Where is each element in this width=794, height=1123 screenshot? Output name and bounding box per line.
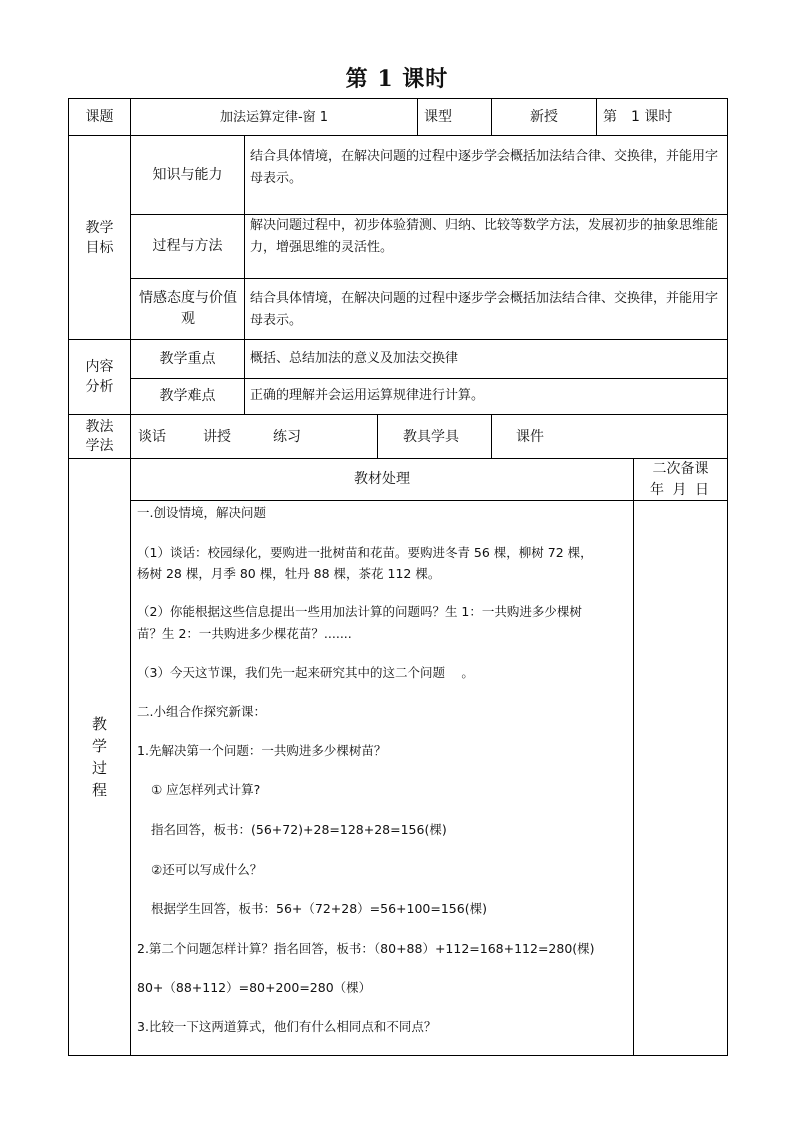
objective-text-knowledge: 结合具体情境，在解决问题的过程中逐步学会概括加法结合律、交换律，并能用字母表示。 [250, 149, 719, 186]
type-label: 课型 [424, 109, 452, 125]
objective-name-knowledge: 知识与能力 [152, 166, 223, 183]
date-header: 年 月 日 [650, 481, 711, 498]
tools-label: 教具学具 [403, 429, 459, 445]
objective-name-process: 过程与方法 [152, 238, 223, 254]
objective-text-attitude: 结合具体情境，在解决问题的过程中逐步学会概括加法结合律、交换律，并能用字母表示。 [250, 291, 719, 328]
process-line: ②还可以写成什么？ [151, 862, 263, 877]
process-line: 杨树 28 棵，月季 80 棵，牡丹 88 棵，茶花 112 棵。 [137, 566, 441, 581]
objective-text-process: 解决问题过程中，初步体验猜测、归纳、比较等数学方法，发展初步的抽象思维能力，增强思维的灵活性。 [250, 218, 719, 255]
process-line: 一.创设情境，解决问题 [137, 505, 266, 520]
method-item-practice: 练习 [273, 429, 301, 445]
material-header: 教材处理 [354, 471, 410, 487]
method-label: 教法 学法 [85, 418, 114, 454]
subject-label: 课题 [85, 108, 114, 125]
analysis-text-focus: 概括、总结加法的意义及加法交换律 [250, 351, 459, 366]
process-label: 教 学 过 程 [91, 715, 107, 799]
process-line: 1.先解决第一个问题：一共购进多少棵树苗？ [137, 743, 387, 758]
process-line: 指名回答，板书：(56+72)+28=128+28=156(棵) [151, 822, 447, 837]
objective-name-attitude: 情感态度与价值观 [139, 290, 237, 327]
process-line: 根据学生回答，板书：56+（72+28）=56+100=156(棵) [151, 901, 487, 916]
subject-value: 加法运算定律-窗 1 [219, 109, 329, 125]
objectives-label: 教学 目标 [85, 219, 114, 256]
process-line: 2.第二个问题怎样计算？指名回答，板书：（80+88）+112=168+112=280(棵) [137, 941, 595, 956]
period: 第 1 课时 [603, 109, 673, 125]
tools-value: 课件 [516, 429, 544, 445]
analysis-text-difficulty: 正确的理解并会运用运算规律进行计算。 [250, 388, 485, 403]
process-line: 二.小组合作探究新课： [137, 704, 266, 719]
analysis-name-focus: 教学重点 [159, 350, 216, 367]
page-title: 第 1 课时 [345, 66, 449, 92]
process-line: （1）谈话：校园绿化，要购进一批树苗和花苗。要购进冬青 56 棵，柳树 72 棵， [137, 545, 593, 560]
process-line: 3.比较一下这两道算式，他们有什么相同点和不同点？ [137, 1019, 437, 1034]
method-item-lecture: 讲授 [203, 429, 231, 445]
analysis-label: 内容 分析 [85, 359, 114, 395]
process-line: （2）你能根据这些信息提出一些用加法计算的问题吗？生 1：一共购进多少棵树 [137, 604, 582, 619]
secondary-header: 二次备课 [652, 461, 709, 477]
method-item-talk: 谈话 [138, 429, 166, 445]
process-line: ① 应怎样列式计算? [151, 782, 261, 797]
process-line: 苗？生 2：一共购进多少棵花苗？....... [137, 626, 352, 641]
type-value: 新授 [530, 108, 558, 125]
process-line: 80+（88+112）=80+200=280（棵） [137, 980, 372, 995]
process-line: （3）今天这节课，我们先一起来研究其中的这二个问题 。 [137, 665, 474, 680]
analysis-name-difficulty: 教学难点 [159, 388, 216, 404]
